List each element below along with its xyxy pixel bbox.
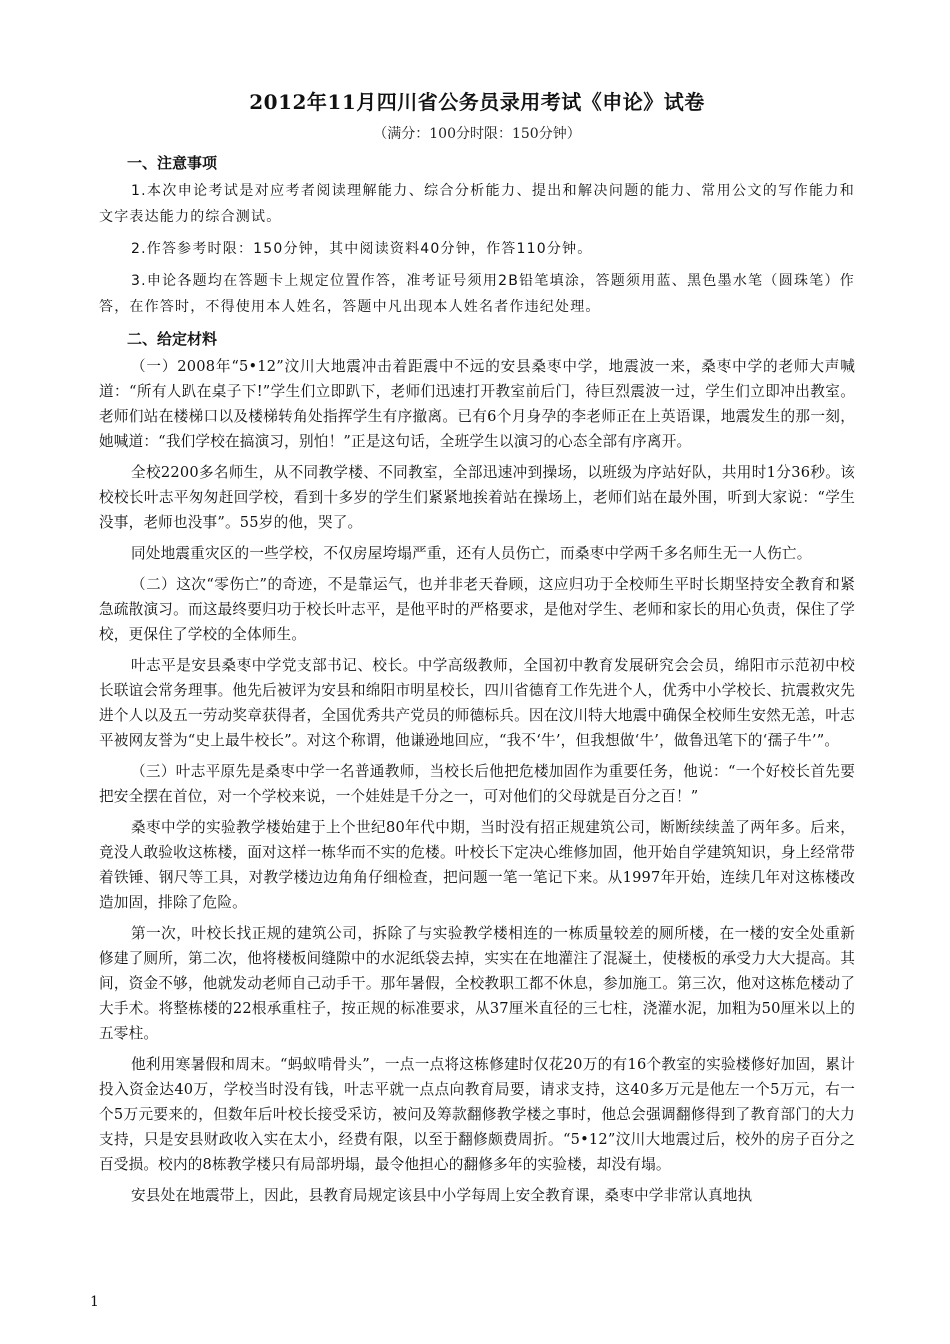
document-subtitle: （满分：100分时限：150分钟） bbox=[373, 126, 581, 142]
document-page bbox=[99, 60, 855, 1214]
material-paragraph: 安县处在地震带上，因此，县教育局规定该县中小学每周上安全教育课，桑枣中学非常认真地执 bbox=[131, 1187, 753, 1204]
notice-item: 2.作答参考时限：150分钟，其中阅读资料40分钟，作答110分钟。 bbox=[131, 241, 593, 257]
material-paragraph: （三）叶志平原先是桑枣中学一名普通教师，当校长后他把危楼加固作为重要任务，他说：“一个好校长首先要把安全摆在首位，对一个学校来说，一个娃娃是千分之一，可对他们的父母就是百分之百！” bbox=[99, 763, 855, 805]
section-heading-materials: 二、给定材料 bbox=[127, 330, 218, 348]
material-paragraph: （一）2008年“5•12”汶川大地震冲击着距震中不远的安县桑枣中学，地震波一来，桑枣中学的老师大声喊道：“所有人趴在桌子下!”学生们立即趴下，老师们迅速打开教室前后门，待巨烈震波一过，学生们立即冲出教室。老师们站在楼梯口以及楼梯转角处指挥学生有序撤离。已有6个月身孕的李老师正在上英语课，地震发生的那一刻，她喊道：“我们学校在搞演习，别怕！”正是这句话，全班学生以演习的心态全部有序离开。 bbox=[99, 358, 855, 450]
document-title: 2012年11月四川省公务员录用考试《申论》试卷 bbox=[249, 90, 705, 114]
material-paragraph: 第一次，叶校长找正规的建筑公司，拆除了与实验教学楼相连的一栋质量较差的厕所楼，在一楼的安全处重新修建了厕所，第二次，他将楼板间缝隙中的水泥纸袋去掉，实实在在地灌注了混凝土，使楼板的承受力大大提高。其间，资金不够，他就发动老师自己动手干。那年暑假，全校教职工都不休息，参加施工。第三次，他对这栋危楼动了大手术。将整栋楼的22根承重柱子，按正规的标准要求，从37厘米直径的三七柱，浇灌水泥，加粗为50厘米以上的五零柱。 bbox=[99, 925, 855, 1042]
material-paragraph: 他利用寒暑假和周末。“蚂蚁啃骨头”，一点一点将这栋修建时仅花20万的有16个教室的实验楼修好加固，累计投入资金达40万，学校当时没有钱，叶志平就一点点向教育局要，请求支持，这40多万元是他左一个5万元，右一个5万元要来的，但数年后叶校长接受采访，被问及筹款翻修教学楼之事时，他总会强调翻修得到了教育部门的大力支持，只是安县财政收入实在太小，经费有限，以至于翻修颇费周折。“5•12”汶川大地震过后，校外的房子百分之百受损。校内的8栋教学楼只有局部坍塌，最令他担心的翻修多年的实验楼，却没有塌。 bbox=[99, 1056, 855, 1173]
material-paragraph: 叶志平是安县桑枣中学党支部书记、校长。中学高级教师，全国初中教育发展研究会会员，绵阳市示范初中校长联谊会常务理事。他先后被评为安县和绵阳市明星校长，四川省德育工作先进个人，优秀中小学校长、抗震救灾先进个人以及五一劳动奖章获得者，全国优秀共产党员的师德标兵。因在汶川特大地震中确保全校师生安然无恙，叶志平被网友誉为“史上最牛校长”。对这个称谓，他谦逊地回应，“我不‘牛’，但我想做‘牛’，做鲁迅笔下的‘孺子牛’”。 bbox=[99, 657, 855, 749]
material-paragraph: （二）这次“零伤亡”的奇迹，不是靠运气，也并非老天眷顾，这应归功于全校师生平时长期坚持安全教育和紧急疏散演习。而这最终要归功于校长叶志平，是他平时的严格要求，是他对学生、老师和家长的用心负责，保住了学校，更保住了学校的全体师生。 bbox=[99, 576, 855, 643]
page-number: 1 bbox=[90, 1294, 99, 1310]
material-paragraph: 同处地震重灾区的一些学校，不仅房屋垮塌严重，还有人员伤亡，而桑枣中学两千多名师生无一人伤亡。 bbox=[131, 545, 812, 562]
notice-item: 3.申论各题均在答题卡上规定位置作答，准考证号须用2B铅笔填涂，答题须用蓝、黑色墨水笔（圆珠笔）作答，在作答时，不得使用本人姓名，答题中凡出现本人姓名者作违纪处理。 bbox=[99, 273, 855, 315]
section-heading-notice: 一、注意事项 bbox=[127, 154, 218, 172]
notice-item: 1.本次申论考试是对应考者阅读理解能力、综合分析能力、提出和解决问题的能力、常用公文的写作能力和文字表达能力的综合测试。 bbox=[99, 183, 855, 225]
material-paragraph: 桑枣中学的实验教学楼始建于上个世纪80年代中期，当时没有招正规建筑公司，断断续续盖了两年多。后来，竟没人敢验收这栋楼，面对这样一栋华而不实的危楼。叶校长下定决心维修加固，他开始自学建筑知识，身上经常带着铁锤、钢尺等工具，对教学楼边边角角仔细检查，把问题一笔一笔记下来。从1997年开始，连续几年对这栋楼改造加固，排除了危险。 bbox=[99, 819, 855, 911]
material-paragraph: 全校2200多名师生，从不同教学楼、不同教室，全部迅速冲到操场，以班级为序站好队，共用时1分36秒。该校校长叶志平匆匆赶回学校，看到十多岁的学生们紧紧地挨着站在操场上，老师们站在最外围，听到大家说：“学生没事，老师也没事”。55岁的他，哭了。 bbox=[99, 464, 855, 531]
